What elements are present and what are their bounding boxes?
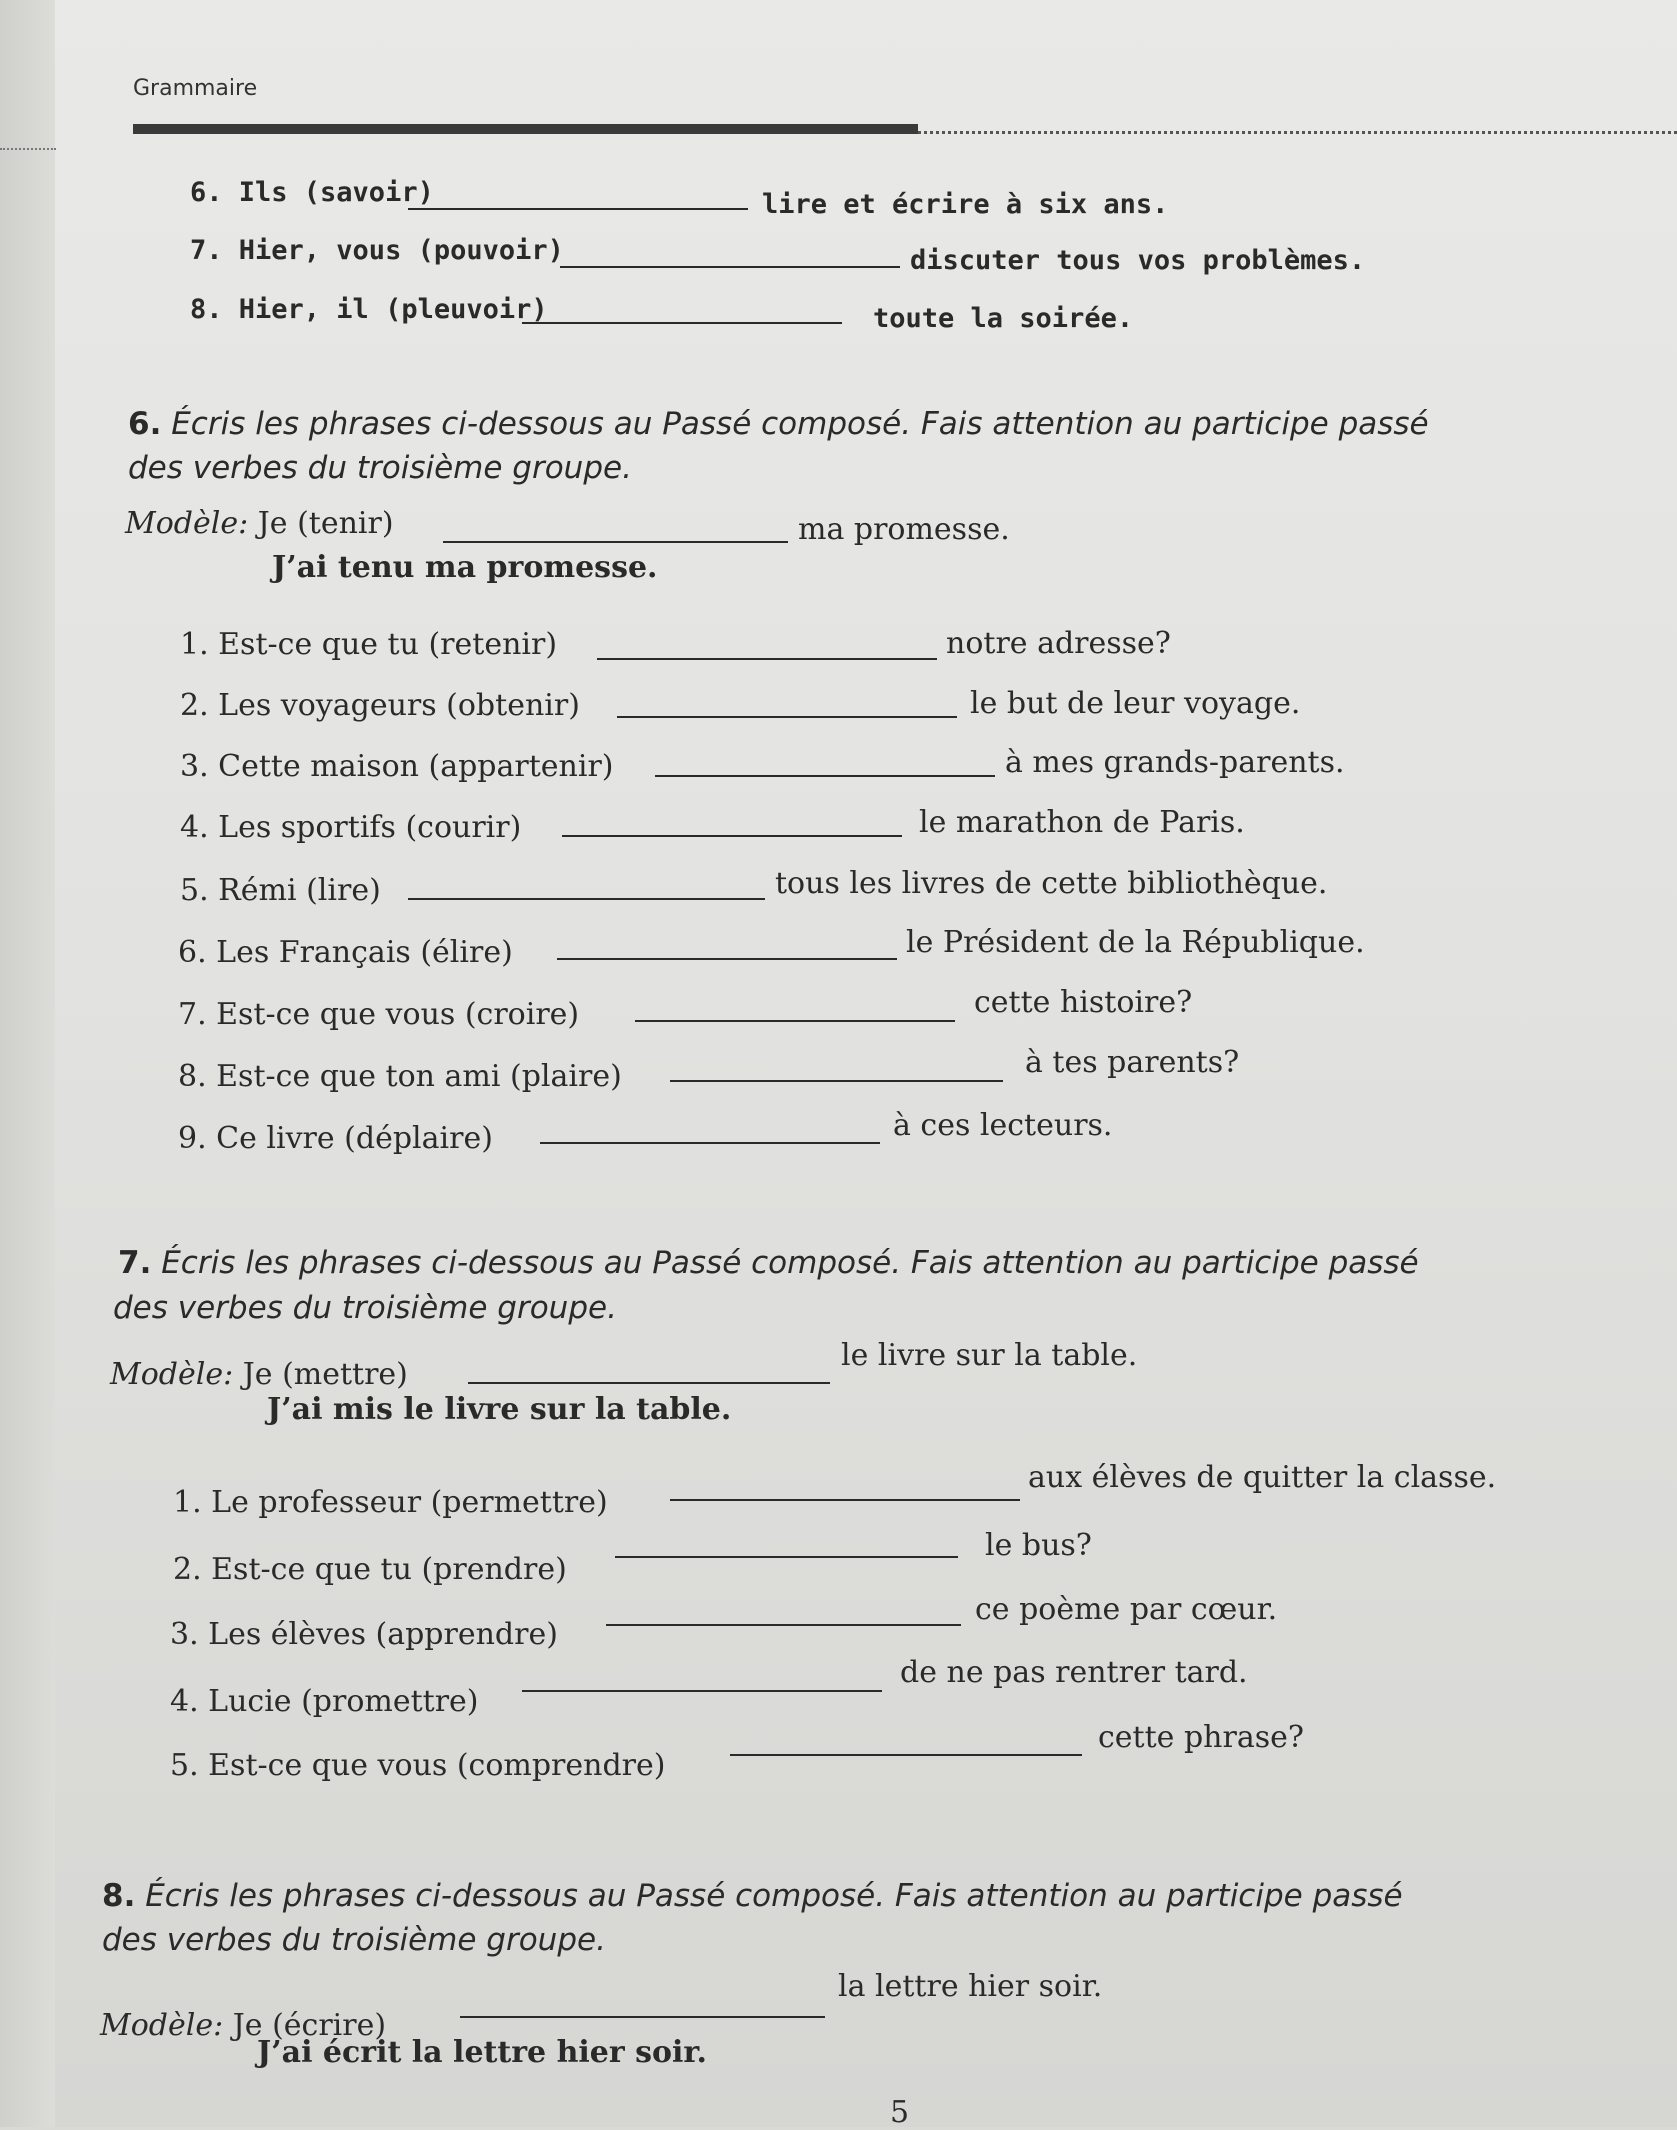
top-item-prompt: 6. Ils (savoir) [190,177,434,208]
ex6-item-rest: le Président de la République. [906,925,1365,960]
ex6-number: 6. [128,406,162,442]
header-dotted-rule [918,131,1677,134]
answer-blank[interactable] [635,1020,955,1022]
ex6-item-rest: tous les livres de cette bibliothèque. [775,866,1328,901]
ex8-instruction-line1: Écris les phrases ci-dessous au Passé composé. Fais attention au participe passé [145,1878,1403,1914]
left-dotted-rule [0,148,56,150]
answer-blank[interactable] [522,322,842,324]
ex7-item-prompt: 4. Lucie (promettre) [170,1684,479,1719]
answer-blank[interactable] [468,1382,830,1384]
top-item-prompt: 7. Hier, vous (pouvoir) [190,235,564,266]
ex6-item-rest: le marathon de Paris. [919,805,1245,840]
model-prompt: Je (mettre) [242,1357,408,1392]
ex6-item-rest: le but de leur voyage. [970,686,1301,721]
ex7-item-rest: aux élèves de quitter la classe. [1028,1460,1497,1495]
ex8-instruction [102,1878,1403,1914]
model-rest: ma promesse. [798,512,1010,547]
model-label: Modèle: [125,506,249,541]
answer-blank[interactable] [522,1690,882,1692]
model-prompt: Je (tenir) [257,506,394,541]
answer-blank[interactable] [560,266,900,268]
top-item-rest: discuter tous vos problèmes. [910,245,1366,276]
ex6-model [125,506,394,541]
model-answer: J’ai mis le livre sur la table. [267,1392,732,1427]
answer-blank[interactable] [597,658,937,660]
answer-blank[interactable] [670,1080,1003,1082]
ex7-item-prompt: 1. Le professeur (permettre) [173,1485,608,1520]
ex6-instruction-line2: des verbes du troisième groupe. [128,450,632,486]
ex6-item-rest: cette histoire? [974,985,1193,1020]
answer-blank[interactable] [557,958,897,960]
ex7-item-prompt: 5. Est-ce que vous (comprendre) [170,1748,666,1783]
ex7-item-rest: cette phrase? [1098,1720,1304,1755]
ex7-item-rest: de ne pas rentrer tard. [900,1655,1248,1690]
ex7-item-prompt: 3. Les élèves (apprendre) [170,1617,558,1652]
ex8-number: 8. [102,1878,136,1914]
answer-blank[interactable] [617,716,957,718]
ex8-instruction-line2: des verbes du troisième groupe. [102,1922,606,1958]
ex6-item-prompt: 7. Est-ce que vous (croire) [178,997,580,1032]
answer-blank[interactable] [615,1556,958,1558]
top-item-rest: lire et écrire à six ans. [762,189,1169,220]
ex6-item-rest: notre adresse? [946,626,1171,661]
answer-blank[interactable] [408,898,765,900]
answer-blank[interactable] [670,1499,1020,1501]
ex6-instruction [128,406,1429,442]
answer-blank[interactable] [730,1754,1082,1756]
page-edge [0,0,55,2127]
ex6-item-prompt: 5. Rémi (lire) [180,873,381,908]
answer-blank[interactable] [408,208,748,210]
ex6-item-prompt: 2. Les voyageurs (obtenir) [180,688,580,723]
answer-blank[interactable] [460,2016,825,2018]
top-item-rest: toute la soirée. [873,303,1134,334]
ex6-item-prompt: 8. Est-ce que ton ami (plaire) [178,1059,622,1094]
answer-blank[interactable] [443,541,788,543]
model-answer: J’ai tenu ma promesse. [272,550,658,585]
model-label: Modèle: [110,1357,234,1392]
ex7-item-prompt: 2. Est-ce que tu (prendre) [173,1552,567,1587]
answer-blank[interactable] [606,1624,961,1626]
answer-blank[interactable] [540,1142,880,1144]
ex6-item-prompt: 4. Les sportifs (courir) [180,810,522,845]
ex7-number: 7. [118,1245,152,1281]
ex6-item-prompt: 9. Ce livre (déplaire) [178,1121,493,1156]
model-prompt: Je (écrire) [232,2008,387,2043]
ex6-item-prompt: 1. Est-ce que tu (retenir) [180,627,558,662]
ex6-item-rest: à ces lecteurs. [893,1108,1113,1143]
ex7-item-rest: le bus? [985,1528,1092,1563]
ex6-item-prompt: 3. Cette maison (appartenir) [180,749,614,784]
ex7-instruction-line2: des verbes du troisième groupe. [113,1290,617,1326]
model-rest: la lettre hier soir. [838,1969,1103,2004]
ex7-model [110,1357,408,1392]
ex7-instruction [118,1245,1419,1281]
model-answer: J’ai écrit la lettre hier soir. [257,2035,707,2070]
model-rest: le livre sur la table. [841,1338,1138,1373]
answer-blank[interactable] [562,835,902,837]
header-rule [133,124,918,134]
top-item-prompt: 8. Hier, il (pleuvoir) [190,294,548,325]
ex6-item-rest: à mes grands-parents. [1005,745,1345,780]
ex6-instruction-line1: Écris les phrases ci-dessous au Passé composé. Fais attention au participe passé [171,406,1429,442]
ex7-instruction-line1: Écris les phrases ci-dessous au Passé composé. Fais attention au participe passé [161,1245,1419,1281]
ex6-item-prompt: 6. Les Français (élire) [178,935,513,970]
answer-blank[interactable] [655,775,995,777]
ex6-item-rest: à tes parents? [1025,1045,1240,1080]
header-title: Grammaire [133,76,258,101]
model-label: Modèle: [100,2008,224,2043]
ex7-item-rest: ce poème par cœur. [975,1592,1278,1627]
page-number: 5 [890,2095,910,2130]
